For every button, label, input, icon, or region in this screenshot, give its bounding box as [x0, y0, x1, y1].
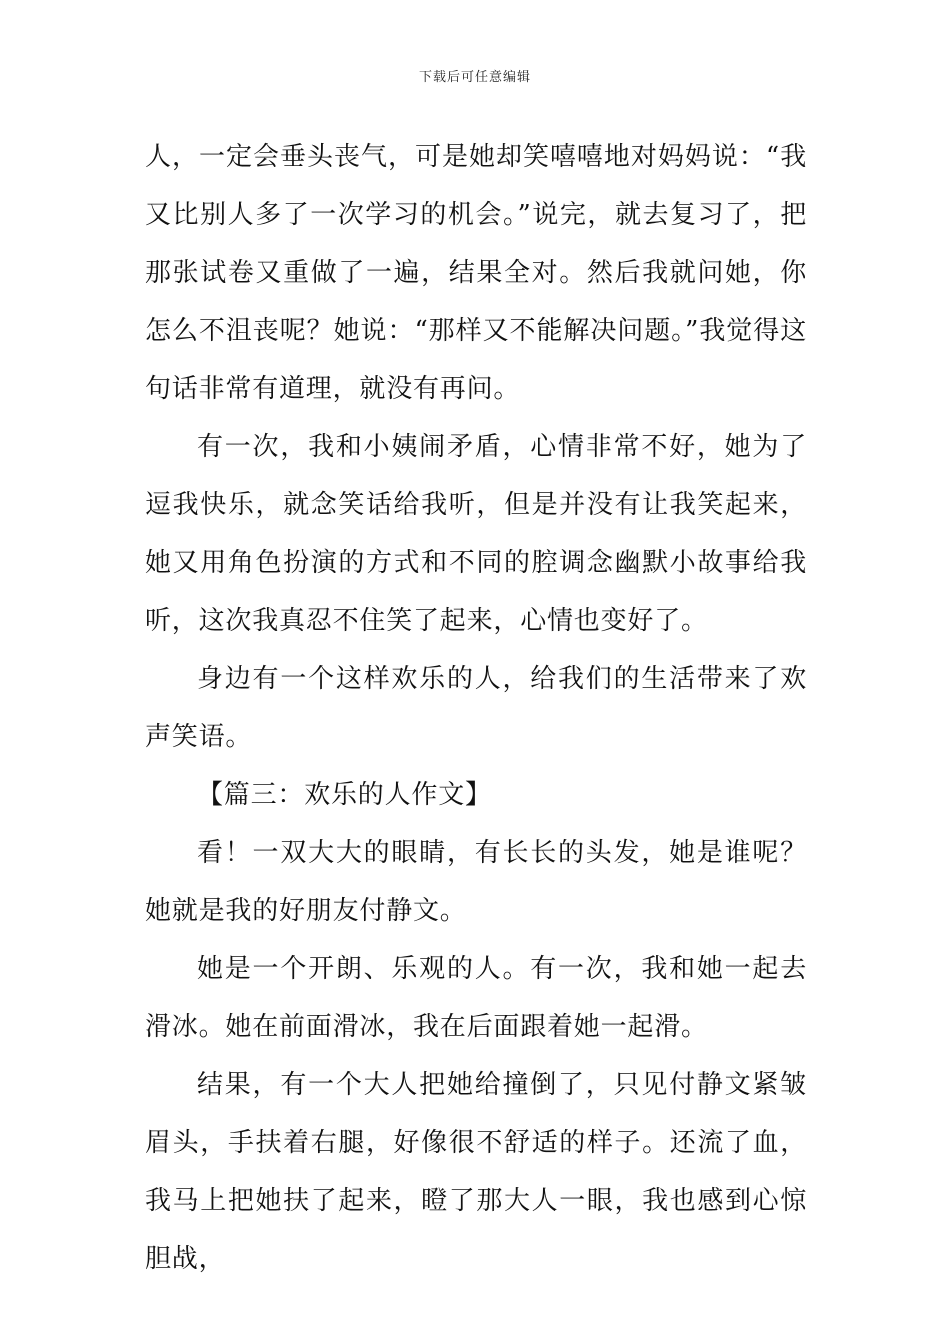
paragraph: 身边有一个这样欢乐的人，给我们的生活带来了欢声笑语。: [145, 664, 807, 752]
section-heading: 【篇三：欢乐的人作文】: [197, 780, 492, 810]
paragraph: 她是一个开朗、乐观的人。有一次，我和她一起去滑冰。她在前面滑冰，我在后面跟着她一起滑。: [145, 954, 807, 1042]
paragraph: 看！一双大大的眼睛，有长长的头发，她是谁呢？她就是我的好朋友付静文。: [145, 838, 807, 926]
paragraph: 有一次，我和小姨闹矛盾，心情非常不好，她为了逗我快乐，就念笑话给我听，但是并没有让我笑起来，她又用角色扮演的方式和不同的腔调念幽默小故事给我听，这次我真忍不住笑了起来，心情也变好了。: [145, 432, 807, 636]
paragraph: 结果，有一个大人把她给撞倒了，只见付静文紧皱眉头，手扶着右腿，好像很不舒适的样子。还流了血，我马上把她扶了起来，瞪了那大人一眼，我也感到心惊胆战，: [145, 1070, 807, 1274]
document-body: [145, 128, 807, 1288]
header-note: 下载后可任意编辑: [418, 70, 531, 85]
paragraph-continued: 人，一定会垂头丧气，可是她却笑嘻嘻地对妈妈说：“我又比别人多了一次学习的机会。”说完，就去复习了，把那张试卷又重做了一遍，结果全对。然后我就问她，你怎么不沮丧呢？她说：“那样又不能解决问题。”我觉得这句话非常有道理，就没有再问。: [145, 142, 807, 404]
